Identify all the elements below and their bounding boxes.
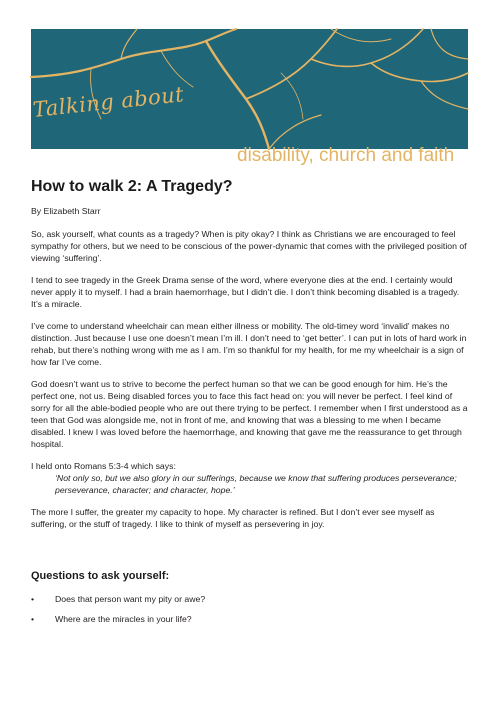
paragraph-2: I tend to see tragedy in the Greek Drama sense of the word, where everyone dies at the end. I certainly would never apply it to myself. I had a brain haemorrhage, but I didn’t die. I don’t think becoming disabled is a tragedy. It’s a miracle. [31,275,460,309]
article-body [31,205,471,540]
list-item [31,613,205,633]
questions-list [31,593,205,633]
closing-paragraph: The more I suffer, the greater my capacity to hope. My character is refined. But I don’t ever see myself as suffering, or the stuff of tragedy. I like to think of myself as persevering in joy. [31,507,435,529]
bullet-icon: • [31,614,35,624]
bullet-icon: • [31,594,35,604]
scripture-quote-block [31,460,471,496]
list-item [31,593,205,613]
header-banner [31,29,468,166]
quote-text: ‘Not only so, but we also glory in our sufferings, because we know that suffering produces perseverance; perseverance, character; and character, hope.’ [55,473,457,495]
banner-subtitle: disability, church and faith [237,145,455,166]
paragraph-1: So, ask yourself, what counts as a tragedy? When is pity okay? I think as Christians we are encouraged to feel sympathy for others, but we need to be conscious of the power-dynamic that comes with the privileged position of viewing ‘suffering’. [31,229,467,263]
paragraph-4: God doesn’t want us to strive to become the perfect human so that we can be good enough for him. He’s the perfect one, not us. Being disabled forces you to face this fact head on: you will never be perfect. I feel kind of sorry for all the able-bodied people who are out there trying to be perfect. I remember when I first understood as a teen that God was alongside me, not in front of me, and knowing that was a blessing to me when I became disabled. I knew I was loved before the haemorrhage, and knowing that gave me the reassurance to get through hospital. [31,379,468,449]
article-title: How to walk 2: A Tragedy? [31,178,233,195]
questions-heading: Questions to ask yourself: [31,570,170,582]
quote-intro: I held onto Romans 5:3-4 which says: [31,461,176,471]
question-2: Where are the miracles in your life? [55,614,192,624]
paragraph-3: I’ve come to understand wheelchair can mean either illness or mobility. The old-timey word ‘invalid’ makes no distinction. Just because I use one doesn’t mean I’m ill. I don’t need to ‘get better’. I can put in lots of hard work in rehab, but there’s nothing wrong with me as I am. I’m so thankful for my health, for me my wheelchair is a sign of how far I’ve come. [31,321,467,367]
gold-branch-decoration [31,29,468,149]
question-1: Does that person want my pity or awe? [55,594,206,604]
banner-script-title: Talking about [31,82,186,122]
byline: By Elizabeth Starr [31,206,101,216]
